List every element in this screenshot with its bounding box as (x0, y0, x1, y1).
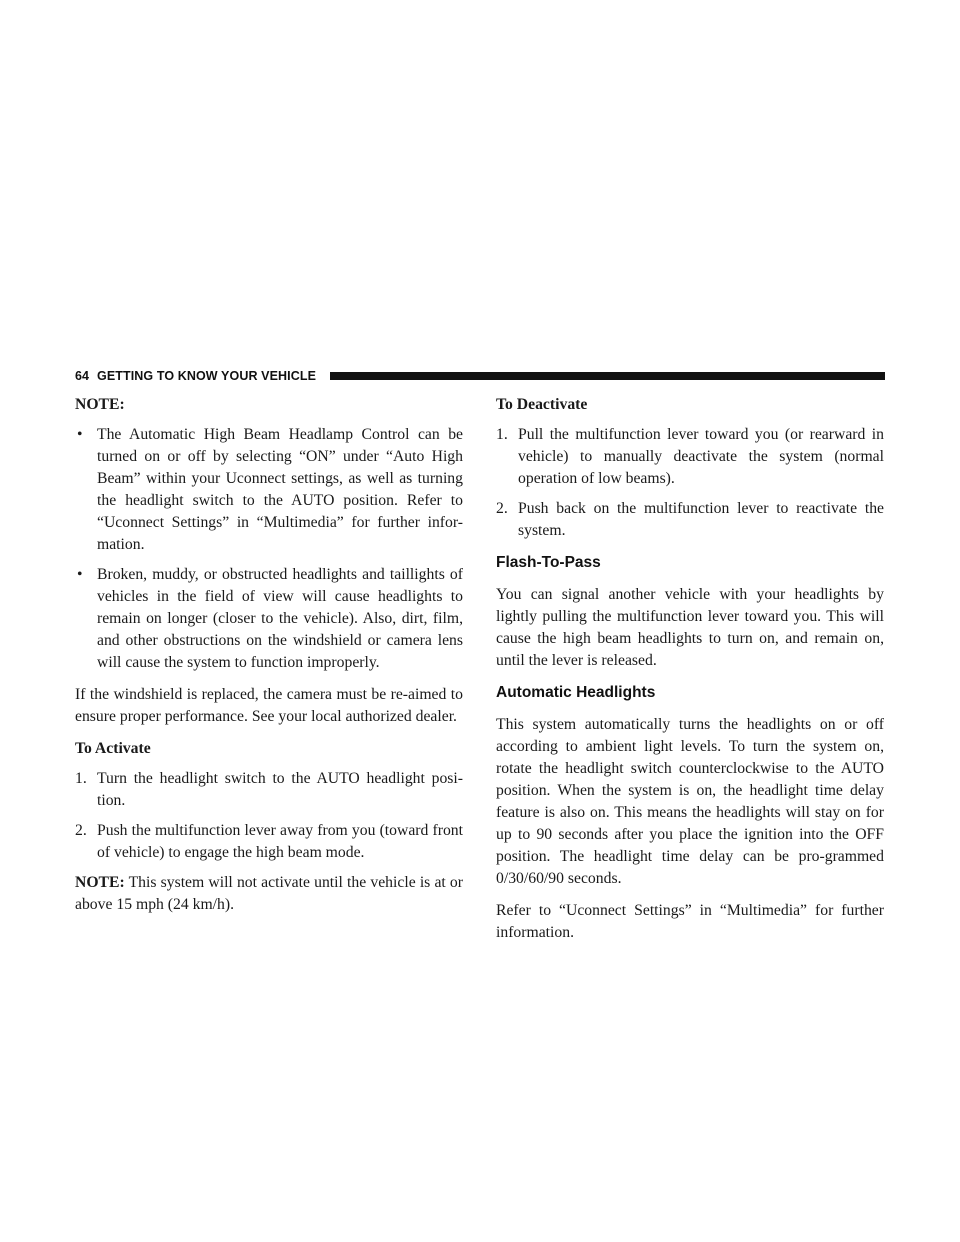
deactivate-step (496, 498, 884, 542)
deactivate-step (496, 424, 884, 490)
step-text: Push back on the multifunction lever to reactivate the system. (518, 500, 884, 539)
flash-to-pass-text: You can signal another vehicle with your headlights by lightly pulling the multifunction lever toward you. This will cause the high beam headlights to turn on, and remain on, until the lever is released. (496, 586, 884, 669)
note-bullet (75, 424, 463, 556)
activate-step (75, 768, 463, 812)
bullet-dot-icon: • (77, 426, 83, 443)
automatic-headlights-heading: Automatic Headlights (496, 684, 656, 701)
step-number: 1. (75, 770, 87, 787)
step-number: 1. (496, 426, 508, 443)
step-number: 2. (75, 822, 87, 839)
refer-text: Refer to “Uconnect Settings” in “Multimedia” for further information. (496, 902, 884, 941)
section-title: GETTING TO KNOW YOUR VEHICLE (97, 369, 317, 383)
note-bullet (75, 564, 463, 674)
note-label: NOTE: (75, 874, 125, 891)
bullet-text: The Automatic High Beam Headlamp Control can be turned on or off by selecting “ON” under “Auto High Beam” within your Uconnect settings, as well as turning the headlight switch to the AUTO position. Refer to “Uconnect Settings” in “Multimedia” for further infor-mation. (97, 426, 463, 553)
note-label: NOTE: (75, 396, 125, 413)
activate-step (75, 820, 463, 864)
speed-note (75, 872, 463, 916)
automatic-headlights-text: This system automatically turns the headlights on or off according to ambient light levels. To turn the system on, rotate the headlight switch counterclockwise to the AUTO position. When the system is on, the headlight time delay feature is also on. This means the headlights will stay on for up to 90 seconds after you place the ignition into the OFF position. The headlight time delay can be pro-grammed 0/30/60/90 seconds. (496, 716, 884, 887)
note-text: This system will not activate until the vehicle is at or above 15 mph (24 km/h). (75, 874, 464, 913)
page-number: 64 (75, 369, 89, 383)
left-column (75, 388, 463, 916)
step-number: 2. (496, 500, 508, 517)
flash-to-pass-heading: Flash-To-Pass (496, 554, 601, 571)
right-column (496, 388, 884, 944)
page-header (75, 364, 885, 386)
bullet-text: Broken, muddy, or obstructed headlights and taillights of vehicles in the field of view will cause headlights to remain on longer (closer to the vehicle). Also, dirt, film, and other obstructions on the windshield or camera lens will cause the system to function improperly. (97, 566, 463, 671)
step-text: Turn the headlight switch to the AUTO headlight posi-tion. (97, 770, 463, 809)
deactivate-heading: To Deactivate (496, 396, 588, 413)
activate-heading: To Activate (75, 740, 151, 757)
step-text: Pull the multifunction lever toward you (or rearward in vehicle) to manually deactivate the system (normal operation of low beams). (518, 426, 884, 487)
header-rule (330, 372, 885, 380)
step-text: Push the multifunction lever away from you (toward front of vehicle) to engage the high beam mode. (97, 822, 463, 861)
bullet-dot-icon: • (77, 566, 83, 583)
windshield-paragraph: If the windshield is replaced, the camera must be re-aimed to ensure proper performance. See your local authorized dealer. (75, 686, 463, 725)
